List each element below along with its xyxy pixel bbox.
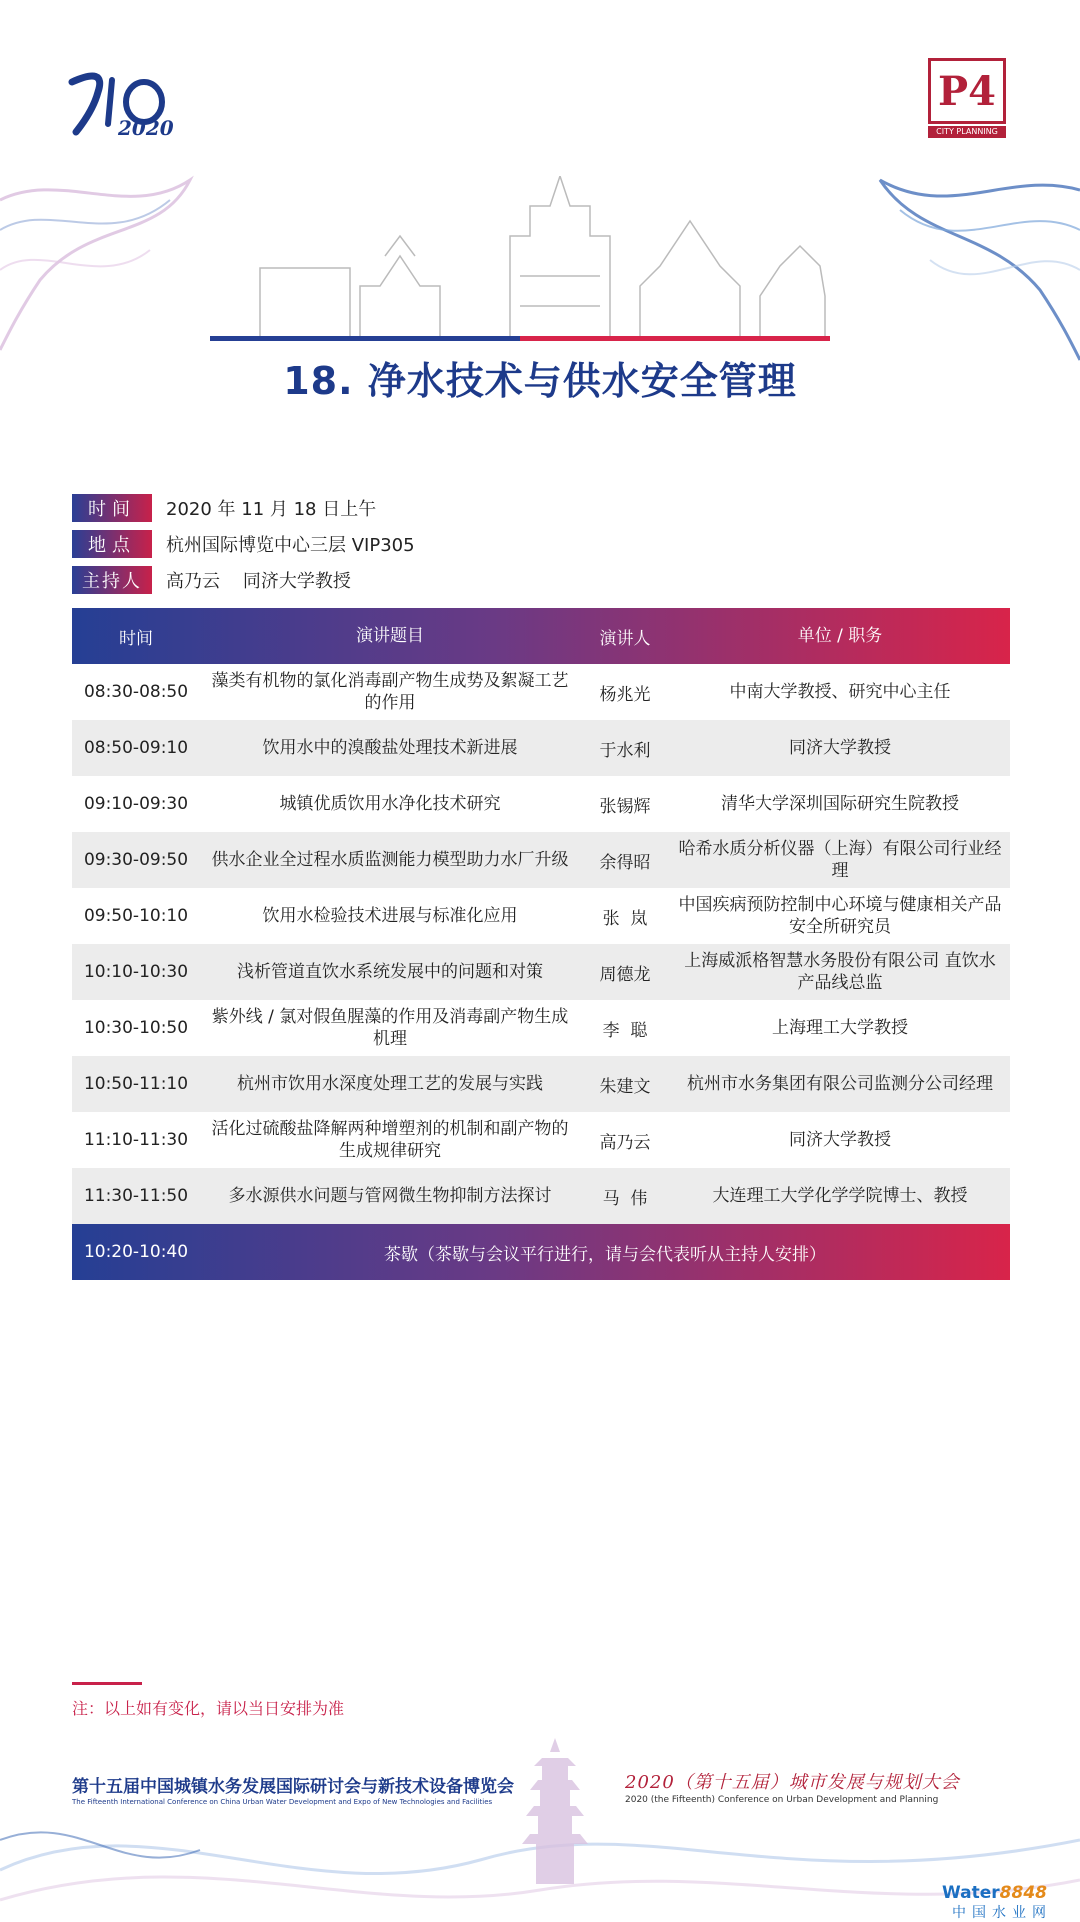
row-topic: 多水源供水问题与管网微生物抑制方法探讨	[228, 1186, 552, 1206]
watermark-brand-b: 8848	[999, 1883, 1047, 1903]
row-topic: 饮用水检验技术进展与标准化应用	[262, 906, 518, 926]
page-title: 18. 净水技术与供水安全管理	[283, 359, 797, 403]
row-topic: 供水企业全过程水质监测能力模型助力水厂升级	[211, 850, 569, 870]
table-row	[72, 776, 1010, 832]
decorative-wisp-right	[840, 160, 1080, 370]
table-row	[72, 888, 1010, 944]
row-time: 10:50-11:10	[83, 1074, 189, 1094]
watermark-sub: 中国水业网	[952, 1905, 1052, 1921]
break-text: 茶歇（茶歇与会议平行进行，请与会代表听从主持人安排）	[384, 1244, 826, 1265]
watermark-brand-a: Water	[942, 1883, 1000, 1903]
header-topic: 演讲题目	[356, 626, 424, 646]
table-row	[72, 664, 1010, 720]
row-topic: 城镇优质饮用水净化技术研究	[279, 794, 501, 814]
header-org: 单位 / 职务	[797, 626, 883, 646]
note-divider	[72, 1682, 142, 1685]
table-footer-break	[72, 1224, 1010, 1280]
city-skyline-illustration	[210, 176, 830, 344]
row-speaker: 高乃云	[599, 1132, 651, 1153]
logo-year: 2020	[118, 116, 174, 140]
decorative-wisp-left	[0, 160, 210, 360]
row-topic: 浅析管道直饮水系统发展中的问题和对策	[237, 962, 543, 982]
city-planning-logo	[928, 58, 1008, 140]
logo-mark: P4	[928, 58, 1006, 124]
conference-logo	[64, 62, 194, 142]
info-value-time: 2020 年 11 月 18 日上午	[166, 499, 377, 520]
info-label-location: 地点	[72, 530, 152, 558]
row-time: 11:10-11:30	[83, 1130, 189, 1150]
row-org: 上海威派格智慧水务股份有限公司 直饮水产品线总监	[684, 951, 996, 993]
row-time: 09:50-10:10	[83, 906, 189, 926]
pagoda-illustration	[520, 1738, 590, 1888]
table-body	[72, 664, 1010, 1224]
row-speaker: 于水利	[599, 740, 651, 761]
info-value-host: 高乃云 同济大学教授	[166, 571, 351, 592]
row-speaker: 朱建文	[599, 1076, 651, 1097]
row-speaker: 李 聪	[602, 1020, 648, 1041]
row-topic: 紫外线 / 氯对假鱼腥藻的作用及消毒副产物生成机理	[211, 1007, 569, 1049]
break-time: 10:20-10:40	[83, 1242, 189, 1262]
logo-caption: CITY PLANNING	[928, 126, 1006, 138]
row-topic: 活化过硫酸盐降解两种增塑剂的机制和副产物的生成规律研究	[211, 1119, 569, 1161]
info-row-time	[72, 494, 376, 522]
planning-conference-cn: 2020（第十五届）城市发展与规划大会	[625, 1772, 960, 1793]
row-time: 10:30-10:50	[83, 1018, 189, 1038]
table-header	[72, 608, 1010, 664]
row-speaker: 张锡辉	[599, 796, 651, 817]
table-row	[72, 1168, 1010, 1224]
row-org: 中国疾病预防控制中心环境与健康相关产品安全所研究员	[678, 895, 1002, 937]
row-org: 同济大学教授	[789, 1130, 891, 1150]
schedule-note: 注：以上如有变化，请以当日安排为准	[72, 1699, 345, 1718]
table-row	[72, 832, 1010, 888]
row-topic: 饮用水中的溴酸盐处理技术新进展	[262, 738, 518, 758]
info-label-host: 主持人	[72, 566, 152, 594]
row-org: 同济大学教授	[789, 738, 891, 758]
row-time: 09:30-09:50	[83, 850, 189, 870]
row-org: 杭州市水务集团有限公司监测分公司经理	[687, 1074, 993, 1094]
info-label-time: 时间	[72, 494, 152, 522]
row-org: 中南大学教授、研究中心主任	[729, 682, 951, 702]
row-org: 上海理工大学教授	[772, 1018, 908, 1038]
row-speaker: 马 伟	[602, 1188, 648, 1209]
table-row	[72, 1000, 1010, 1056]
row-org: 清华大学深圳国际研究生院教授	[721, 794, 959, 814]
row-org: 哈希水质分析仪器（上海）有限公司行业经理	[678, 839, 1002, 881]
table-row	[72, 720, 1010, 776]
info-row-host	[72, 566, 351, 594]
info-value-location: 杭州国际博览中心三层 VIP305	[166, 535, 415, 556]
planning-conference-en: 2020 (the Fifteenth) Conference on Urban Development and Planning	[625, 1795, 939, 1805]
schedule-table	[72, 608, 1010, 1280]
header-speaker: 演讲人	[599, 628, 651, 649]
row-speaker: 杨兆光	[599, 684, 651, 705]
watermark-brand	[942, 1883, 1047, 1903]
row-time: 09:10-09:30	[83, 794, 189, 814]
header-time: 时间	[119, 628, 153, 649]
conference-name-en: The Fifteenth International Conference on China Urban Water Development and Expo of New Technologies and Facilities	[72, 1798, 493, 1806]
conference-name-cn: 第十五届中国城镇水务发展国际研讨会与新技术设备博览会	[72, 1777, 514, 1797]
row-time: 08:30-08:50	[83, 682, 189, 702]
row-speaker: 周德龙	[599, 964, 651, 985]
table-row	[72, 944, 1010, 1000]
row-topic: 杭州市饮用水深度处理工艺的发展与实践	[237, 1074, 543, 1094]
row-org: 大连理工大学化学学院博士、教授	[712, 1186, 968, 1206]
table-row	[72, 1056, 1010, 1112]
row-time: 08:50-09:10	[83, 738, 189, 758]
row-speaker: 余得昭	[599, 852, 651, 873]
row-time: 11:30-11:50	[83, 1186, 189, 1206]
row-time: 10:10-10:30	[83, 962, 189, 982]
info-row-location	[72, 530, 415, 558]
table-row	[72, 1112, 1010, 1168]
row-topic: 藻类有机物的氯化消毒副产物生成势及絮凝工艺的作用	[211, 671, 569, 713]
row-speaker: 张 岚	[602, 908, 648, 929]
